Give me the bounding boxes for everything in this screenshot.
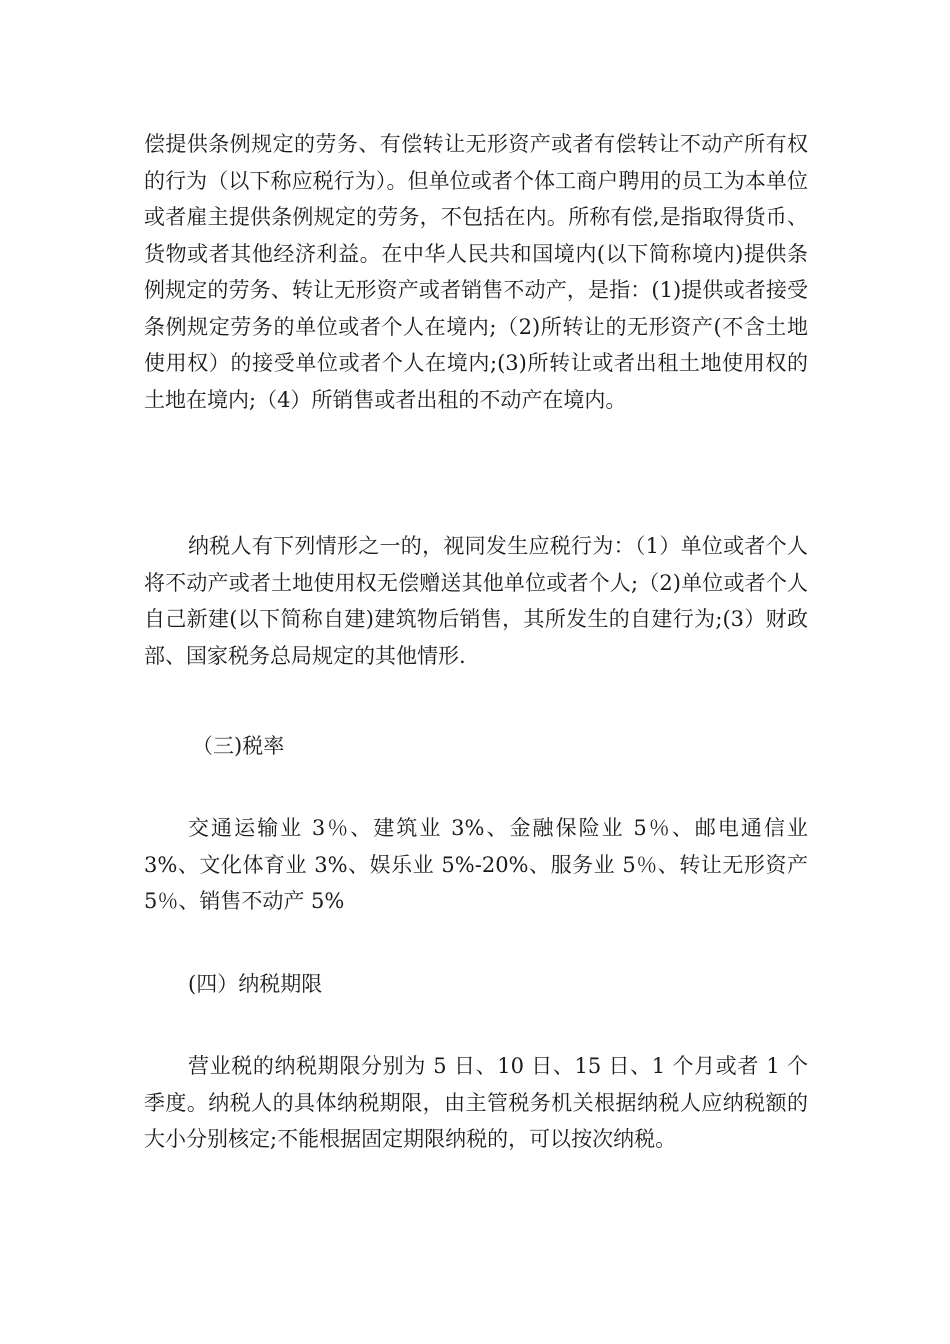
body-paragraph-tax-period: 营业税的纳税期限分别为 5 日、10 日、15 日、1 个月或者 1 个季度。纳税人的具体纳税期限，由主管税务机关根据纳税人应纳税额的大小分别核定;不能根据固定期限纳税的，可以按次纳税。 xyxy=(144,1054,808,1151)
body-paragraph-scope: 偿提供条例规定的劳务、有偿转让无形资产或者有偿转让不动产所有权的行为（以下称应税行为）。但单位或者个体工商户聘用的员工为本单位或者雇主提供条例规定的劳务，不包括在内。所称有偿,是指取得货币、货物或者其他经济利益。在中华人民共和国境内(以下简称境内)提供条例规定的劳务、转让无形资产或者销售不动产，是指：(1)提供或者接受条例规定劳务的单位或者个人在境内;（2)所转让的无形资产(不含土地使用权）的接受单位或者个人在境内;(3)所转让或者出租土地使用权的土地在境内;（4）所销售或者出租的不动产在境内。 xyxy=(144,132,808,412)
body-paragraph-deemed-taxable: 纳税人有下列情形之一的，视同发生应税行为：（1）单位或者个人将不动产或者土地使用权无偿赠送其他单位或者个人;（2)单位或者个人自己新建(以下简称自建)建筑物后销售，其所发生的自建行为;(3）财政部、国家税务总局规定的其他情形. xyxy=(144,534,808,668)
body-paragraph-tax-rates: 交通运输业 3％、建筑业 3%、金融保险业 5％、邮电通信业 3%、文化体育业 3%、娱乐业 5%-20%、服务业 5％、转让无形资产 5％、销售不动产 5% xyxy=(144,816,808,913)
section-heading-tax-rate: （三)税率 xyxy=(192,734,285,758)
section-heading-tax-period: (四）纳税期限 xyxy=(188,972,323,996)
